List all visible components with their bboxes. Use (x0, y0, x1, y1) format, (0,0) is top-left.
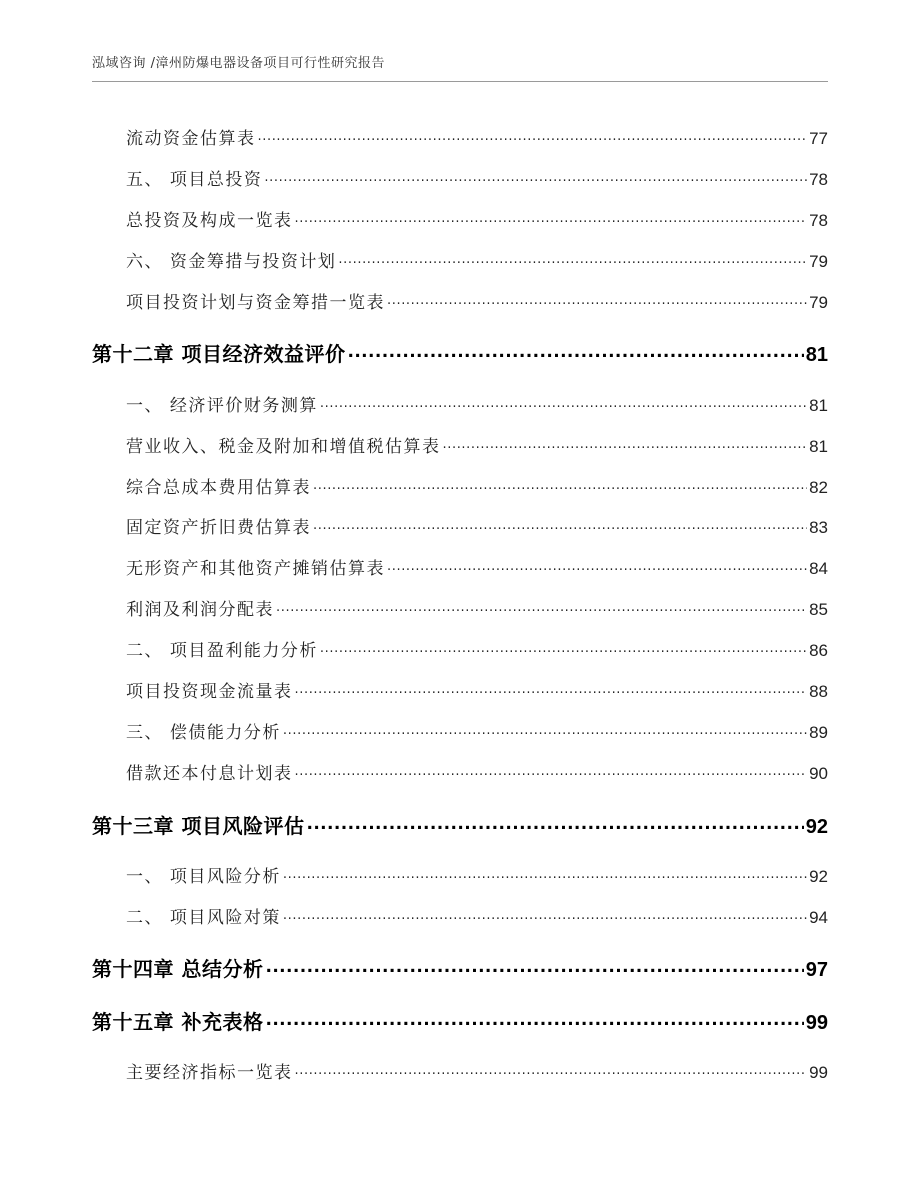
toc-entry-title: 一、 项目风险分析 (126, 867, 281, 887)
toc-dot-leader (320, 639, 807, 656)
toc-page-number: 89 (809, 723, 828, 742)
toc-chapter-entry[interactable] (92, 953, 828, 982)
toc-entry-title: 一、 经济评价财务测算 (126, 396, 318, 416)
toc-page-number: 85 (809, 600, 828, 619)
toc-page-number: 79 (809, 252, 828, 271)
toc-dot-leader (387, 291, 807, 308)
toc-dot-leader (338, 250, 807, 267)
toc-entry[interactable] (92, 473, 828, 498)
toc-entry[interactable] (92, 288, 828, 313)
toc-entry[interactable] (92, 206, 828, 231)
toc-dot-leader (387, 557, 807, 574)
toc-dot-leader (313, 516, 807, 533)
toc-entry-title: 项目投资现金流量表 (126, 682, 293, 702)
toc-entry[interactable] (92, 247, 828, 272)
toc-page-number: 88 (809, 682, 828, 701)
toc-entry-title: 营业收入、税金及附加和增值税估算表 (126, 437, 441, 457)
toc-page-number: 78 (809, 170, 828, 189)
toc-page-number: 92 (809, 867, 828, 886)
toc-entry[interactable] (92, 554, 828, 579)
toc-dot-leader (295, 762, 808, 779)
toc-chapter-entry[interactable] (92, 1006, 828, 1035)
toc-page-number: 97 (805, 959, 828, 981)
toc-entry-title: 利润及利润分配表 (126, 600, 274, 620)
toc-entry-title: 项目投资计划与资金筹措一览表 (126, 293, 385, 313)
toc-entry-title: 二、 项目风险对策 (126, 908, 281, 928)
toc-entry-title: 二、 项目盈利能力分析 (126, 641, 318, 661)
toc-dot-leader (313, 476, 807, 493)
toc-dot-leader (283, 906, 807, 923)
toc-entry-title: 无形资产和其他资产摊销估算表 (126, 559, 385, 579)
toc-page-number: 99 (805, 1012, 828, 1034)
toc-entry[interactable] (92, 636, 828, 661)
toc-dot-leader (320, 394, 807, 411)
toc-page-number: 78 (809, 211, 828, 230)
toc-entry-title: 六、 资金筹措与投资计划 (126, 252, 337, 272)
toc-page-number: 92 (805, 816, 828, 838)
toc-dot-leader (276, 598, 807, 615)
toc-page-number: 83 (809, 518, 828, 537)
toc-entry-title: 综合总成本费用估算表 (126, 478, 311, 498)
toc-dot-leader (265, 1009, 803, 1029)
toc-entry-title: 五、 项目总投资 (126, 170, 263, 190)
toc-page-number: 86 (809, 641, 828, 660)
toc-page-number: 99 (809, 1063, 828, 1082)
toc-page-number: 81 (809, 396, 828, 415)
toc-entry[interactable] (92, 718, 828, 743)
toc-dot-leader (295, 680, 808, 697)
toc-page-number: 94 (809, 908, 828, 927)
toc-dot-leader (295, 209, 808, 226)
toc-page-number: 82 (809, 478, 828, 497)
toc-entry-title: 借款还本付息计划表 (126, 764, 293, 784)
toc-entry[interactable] (92, 903, 828, 928)
toc-entry-title: 总投资及构成一览表 (126, 211, 293, 231)
toc-entry[interactable] (92, 595, 828, 620)
toc-page-number: 81 (805, 344, 828, 366)
toc-entry-title: 固定资产折旧费估算表 (126, 518, 311, 538)
toc-chapter-entry[interactable] (92, 810, 828, 839)
toc-entry-title: 主要经济指标一览表 (126, 1063, 293, 1083)
toc-entry[interactable] (92, 391, 828, 416)
toc-dot-leader (295, 1061, 808, 1078)
toc-chapter-title: 第十二章 项目经济效益评价 (92, 342, 346, 366)
toc-dot-leader (347, 341, 803, 361)
running-header: 泓域咨询 /漳州防爆电器设备项目可行性研究报告 (92, 52, 828, 82)
toc-entry[interactable] (92, 165, 828, 190)
toc-dot-leader (264, 168, 807, 185)
toc-entry[interactable] (92, 759, 828, 784)
toc-dot-leader (265, 956, 803, 976)
toc-chapter-entry[interactable] (92, 338, 828, 367)
toc-entry[interactable] (92, 677, 828, 702)
toc-chapter-title: 第十五章 补充表格 (92, 1010, 264, 1034)
toc-page-number: 81 (809, 437, 828, 456)
toc-dot-leader (306, 813, 803, 833)
toc-entry[interactable] (92, 862, 828, 887)
toc-dot-leader (443, 435, 808, 452)
toc-page-number: 84 (809, 559, 828, 578)
toc-entry[interactable] (92, 513, 828, 538)
toc-entry[interactable] (92, 432, 828, 457)
toc-dot-leader (258, 127, 808, 144)
toc-chapter-title: 第十三章 项目风险评估 (92, 814, 305, 838)
toc-page-number: 90 (809, 764, 828, 783)
toc-entry-title: 三、 偿债能力分析 (126, 723, 281, 743)
toc-chapter-title: 第十四章 总结分析 (92, 957, 264, 981)
toc-page-number: 77 (809, 129, 828, 148)
toc-entry[interactable] (92, 1058, 828, 1083)
toc-entry-title: 流动资金估算表 (126, 129, 256, 149)
toc-dot-leader (283, 865, 807, 882)
toc-page-number: 79 (809, 293, 828, 312)
toc-entry[interactable] (92, 124, 828, 149)
toc-dot-leader (283, 721, 807, 738)
